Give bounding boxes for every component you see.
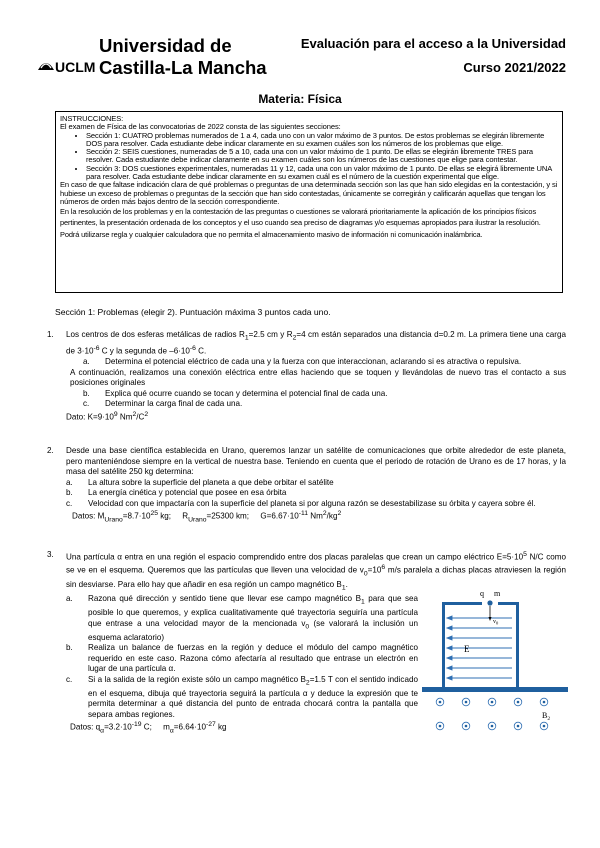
instructions-section2: • Sección 2: SEIS cuestiones, numeradas de 5 a 10, cada una con un valor máximo de 1 punto. De ellas se elegirán libremente TRES para resolver. Cada estudiante debe indicar claramente en su examen cuáles son los números de las cuestiones que elige para contestar.	[86, 148, 558, 165]
instructions-sections-list	[60, 132, 558, 182]
exam-title: Evaluación para el acceso a la Universidad	[300, 36, 566, 51]
problem1-part-a: a. Determina el potencial eléctrico de cada una y la fuerza con que interaccionan, aclarando si es atractiva o repulsiva.	[83, 357, 522, 367]
problem1-continuation: A continuación, realizamos una conexión eléctrica entre ellas haciendo que se toquen y llevándolas de nuevo tras el contacto a sus posiciones originales	[70, 367, 566, 388]
problem2-data: Datos: $M_{Urano}=8.7\cdot 10^{25}$ kg; $R_{Urano}=25300$ km; $G=6.67\cdot 10^{-11}$ $Nm^2/kg^2$	[72, 510, 342, 524]
problem1-part-c: c. Determinar la carga final de cada una.	[83, 399, 243, 409]
problem1-data: Dato: $K=9\cdot 10^9$ $Nm^2/C^2$	[66, 410, 149, 422]
top-plate	[442, 602, 519, 688]
subject-title: Materia: Física	[258, 92, 342, 106]
problem2	[66, 446, 566, 526]
instructions-paragraph-grading: En la resolución de los problemas y en la contestación de las preguntas o cuestiones se valorará prioritariamente la aplicación de los principios físicos pertinentes, la presentación ordenada de los conceptos y el uso cuando sea preciso de diagramas y/o esquemas apropiados para ilustrar la resolución. Podrá utilizarse regla y cualquier calculadora que no permita el almacenamiento masivo de información ni comunicación inalámbrica.	[60, 207, 541, 239]
problem3-number: 3.	[47, 550, 54, 559]
velocity-label: $v_0$	[493, 619, 499, 626]
instructions-title: INSTRUCCIONES:	[60, 114, 124, 123]
uclm-emblem-icon	[38, 63, 54, 70]
problem3-parts	[66, 594, 418, 737]
university-name-line2: Castilla-La Mancha	[99, 57, 267, 78]
problem2-part-b: b. La energía cinética y potencial que posee en esa órbita	[66, 488, 287, 497]
problem3-part-a: a. Razona qué dirección y sentido tiene que llevar ese campo magnético $B_1$ para que sea posible lo que queremos, y explica cualitativamente qué trayectoria seguiría una partícula que entrase a una velocidad mayor de la mencionada $v_0$ (se valorará la inclusión un esquema aclaratorio)	[66, 594, 419, 642]
instructions-box	[55, 111, 563, 293]
problem2-part-a: a. La altura sobre la superficie del planeta a que debe orbitar el satélite	[66, 477, 334, 487]
problem3-part-b: b. Realiza un balance de fuerzas en la región y deduce el módulo del campo magnético requerido en este caso. Razona cómo afectaría al resultado que entrase un electrón en lugar de una partícula α.	[66, 643, 418, 674]
charge-label: q	[480, 589, 484, 598]
b2-field-label: $B_2$	[542, 711, 551, 722]
problem3-data: Datos: $q_\alpha=3.2\cdot 10^{-19}$ C; $m_\alpha=6.64\cdot 10^{-27}$ kg	[70, 721, 227, 735]
instructions-section3: • Sección 3: DOS cuestiones experimentales, numeradas 11 y 12, cada una con un valor máximo de 1 punto. De ellas se elegirá libremente UNA para resolver. Cada estudiante debe indicar claramente en su examen cuál es el número de la cuestión experimental que elige.	[86, 165, 558, 182]
electric-field-label: E	[464, 644, 470, 654]
plates-field-diagram	[420, 588, 570, 738]
section1-title: Sección 1: Problemas (elegir 2). Puntuación máxima 3 puntos cada uno.	[55, 307, 331, 317]
problem1	[66, 330, 566, 423]
course-year: Curso 2021/2022	[463, 60, 566, 75]
bottom-plate-screen	[422, 687, 568, 692]
university-name-line1: Universidad de	[99, 35, 232, 56]
left-wall	[442, 602, 445, 688]
mass-label: m	[494, 589, 501, 598]
problem1-number: 1.	[47, 330, 54, 339]
instructions-intro: El examen de Física de las convocatorias de 2022 consta de las siguientes secciones:	[60, 122, 341, 132]
problem3-statement: Una partícula α entra en una región el espacio comprendido entre dos placas paralelas que crean un campo eléctrico $E=5\cdot 10^5$ N/C como se ve en el esquema. Queremos que las partículas que lleven una velocidad de $v_0=10^6$ m/s paralela a dichas placas atraviesen la región sin desviarse. Para ello hay que añadir en esa región un campo magnético $B_1$.	[66, 551, 566, 592]
problem2-statement: Desde una base científica establecida en Urano, queremos lanzar un satélite de comunicaciones que orbite alrededor de este planeta, pero manteniéndose siempre en la vertical de nuestra base. Teniendo en cuenta que el periodo de rotación de Urano es de 17 horas, y la masa del satélite 250 kg determina:	[66, 446, 566, 476]
instructions-section1: • Sección 1: CUATRO problemas numerados de 1 a 4, cada uno con un valor máximo de 3 puntos. De estos problemas se elegirán libremente DOS para resolver. Cada estudiante debe indicar claramente en su examen cuáles son los números de los problemas que elige.	[86, 132, 558, 149]
problem1-part-b: b. Explica qué ocurre cuando se tocan y determina el potencial final de cada una.	[83, 388, 388, 398]
problem1-statement: Los centros de dos esferas metálicas de radios $R_1=2.5$ cm y $R_2=4$ cm están separados una distancia d=0.2 m. La primera tiene una carga de $3\cdot 10^{-6}$ C y la segunda de $-6\cdot 10^{-6}$ C.	[66, 330, 566, 356]
problem3-part-c: c. Si a la salida de la región existe sólo un campo magnético $B_2=1.5$ T con el sentido indicado en el esquema, dibuja qué trayectoria seguirá la partícula α y deduce la expresión que te permita determinar a qué distancia del punto de entrada chocará contra la pantalla que separa ambas regiones.	[66, 674, 418, 719]
particle-icon	[487, 600, 492, 605]
electric-field-arrows-icon	[447, 616, 512, 680]
problem2-number: 2.	[47, 446, 54, 455]
uclm-logo-text: UCLM	[55, 59, 96, 75]
problem2-part-c: c. Velocidad con que impactaría con la superficie del planeta si por alguna razón se desestabilizase su órbita y cayera sobre él.	[66, 498, 536, 508]
instructions-paragraph-choice: En caso de que faltase indicación clara de qué problemas o preguntas de una determinada sección son las que han sido elegidas en la contestación, y si hubiese un exceso de problemas o preguntas de la sección que han sido contestadas, únicamente se corregirán y calificarán aquellas que tengan los números de orden más bajos dentro de la sección correspondiente.	[60, 180, 558, 206]
